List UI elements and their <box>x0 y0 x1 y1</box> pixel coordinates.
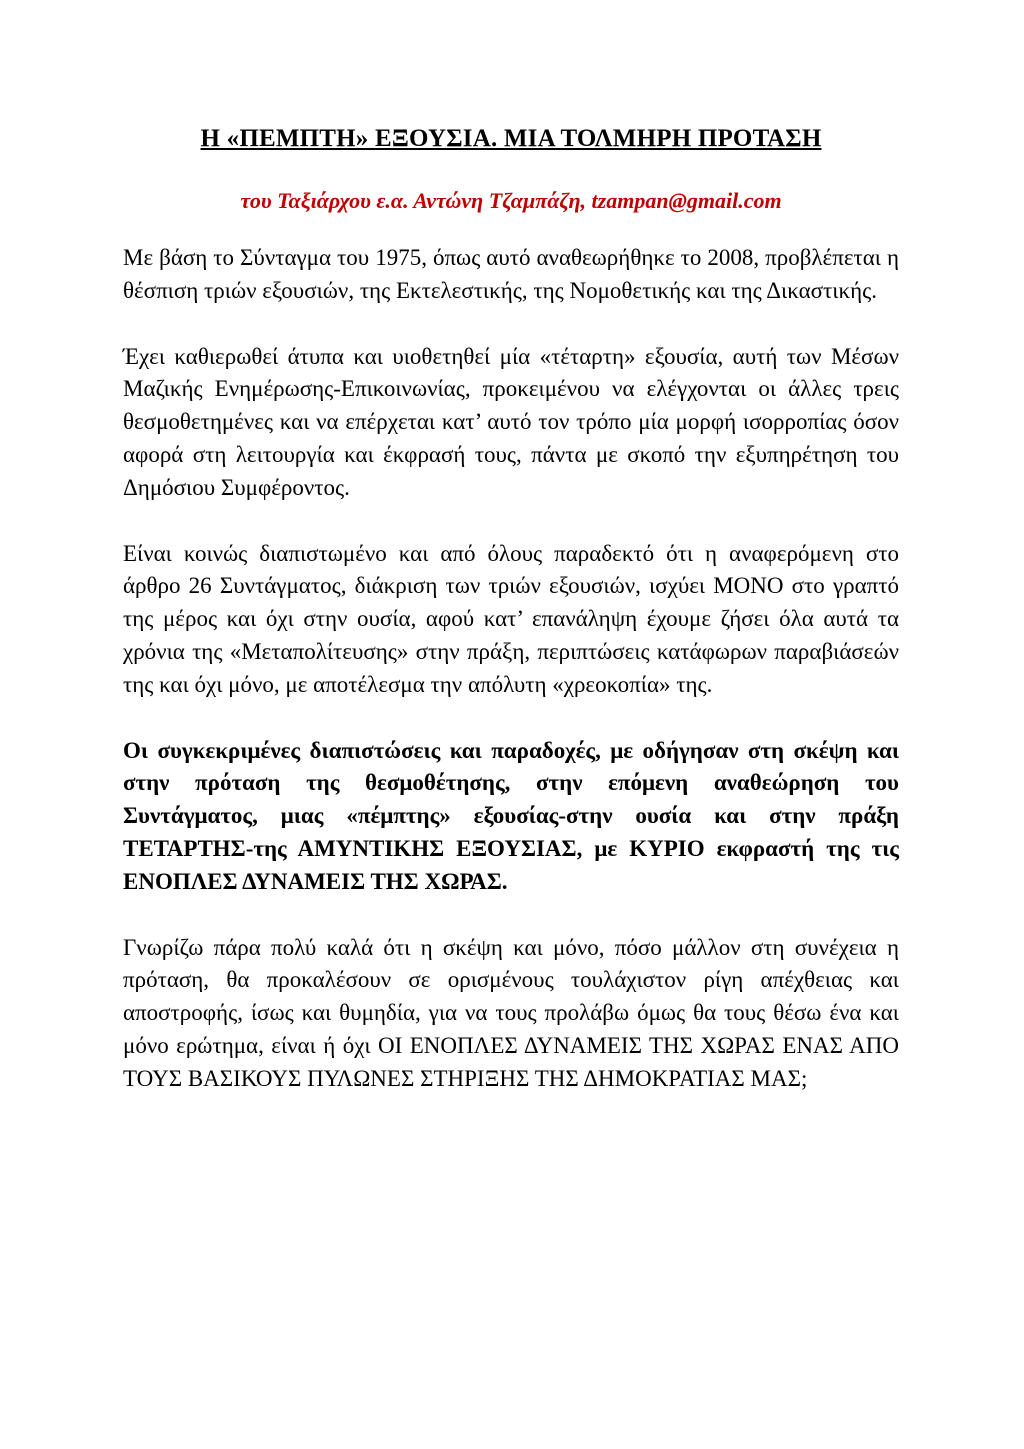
document-title: Η «ΠΕΜΠΤΗ» ΕΞΟΥΣΙΑ. ΜΙΑ ΤΟΛΜΗΡΗ ΠΡΟΤΑΣΗ <box>200 125 822 152</box>
author-byline: του Ταξιάρχου ε.α. Αντώνη Τζαμπάζη, tzampan@gmail.com <box>240 188 782 213</box>
paragraph-proposal: Οι συγκεκριμένες διαπιστώσεις και παραδοχές, με οδήγησαν στη σκέψη και στην πρόταση της θεσμοθέτησης, στην επόμενη αναθεώρηση του Συντάγματος, μιας «πέμπτης» εξουσίας-στην ουσία και στην πράξη ΤΕΤΑΡΤΗΣ-της ΑΜΥΝΤΙΚΗΣ ΕΞΟΥΣΙΑΣ, με ΚΥΡΙΟ εκφραστή της τις ΕΝΟΠΛΕΣ ΔΥΝΑΜΕΙΣ ΤΗΣ ΧΩΡΑΣ. <box>123 737 899 894</box>
paragraph-question: Γνωρίζω πάρα πολύ καλά ότι η σκέψη και μόνο, πόσο μάλλον στη συνέχεια η πρόταση, θα προκαλέσουν σε ορισμένους τουλάχιστον ρίγη απέχθειας και αποστροφής, ίσως και θυμηδία, για να τους προλάβω όμως θα τους θέσω ένα και μόνο ερώτημα, είναι ή όχι ΟΙ ΕΝΟΠΛΕΣ ΔΥΝΑΜΕΙΣ ΤΗΣ ΧΩΡΑΣ ΕΝΑΣ ΑΠΟ ΤΟΥΣ ΒΑΣΙΚΟΥΣ ΠΥΛΩΝΕΣ ΣΤΗΡΙΞΗΣ ΤΗΣ ΔΗΜΟΚΡΑΤΙΑΣ ΜΑΣ; <box>123 934 899 1091</box>
paragraph-separation-of-powers: Είναι κοινώς διαπιστωμένο και από όλους παραδεκτό ότι η αναφερόμενη στο άρθρο 26 Συντάγματος, διάκριση των τριών εξουσιών, ισχύει ΜΟΝΟ στο γραπτό της μέρος και όχι στην ουσία, αφού κατ’ επανάληψη έχουμε ζήσει όλα αυτά τα χρόνια της «Μεταπολίτευσης» στην πράξη, περιπτώσεις κατάφωρων παραβιάσεών της και όχι μόνο, με αποτέλεσμα την απόλυτη «χρεοκοπία» της. <box>123 540 899 697</box>
paragraph-fourth-power: Έχει καθιερωθεί άτυπα και υιοθετηθεί μία «τέταρτη» εξουσία, αυτή των Μέσων Μαζικής Ενημέρωσης-Επικοινωνίας, προκειμένου να ελέγχονται οι άλλες τρεις θεσμοθετημένες και να επέρχεται κατ’ αυτό τον τρόπο μία μορφή ισορροπίας όσον αφορά στη λειτουργία και έκφρασή τους, πάντα με σκοπό την εξυπηρέτηση του Δημόσιου Συμφέροντος. <box>123 343 899 500</box>
paragraph-constitution: Με βάση το Σύνταγμα του 1975, όπως αυτό αναθεωρήθηκε το 2008, προβλέπεται η θέσπιση τριών εξουσιών, της Εκτελεστικής, της Νομοθετικής και της Δικαστικής. <box>123 245 899 303</box>
document-page <box>123 122 899 1096</box>
